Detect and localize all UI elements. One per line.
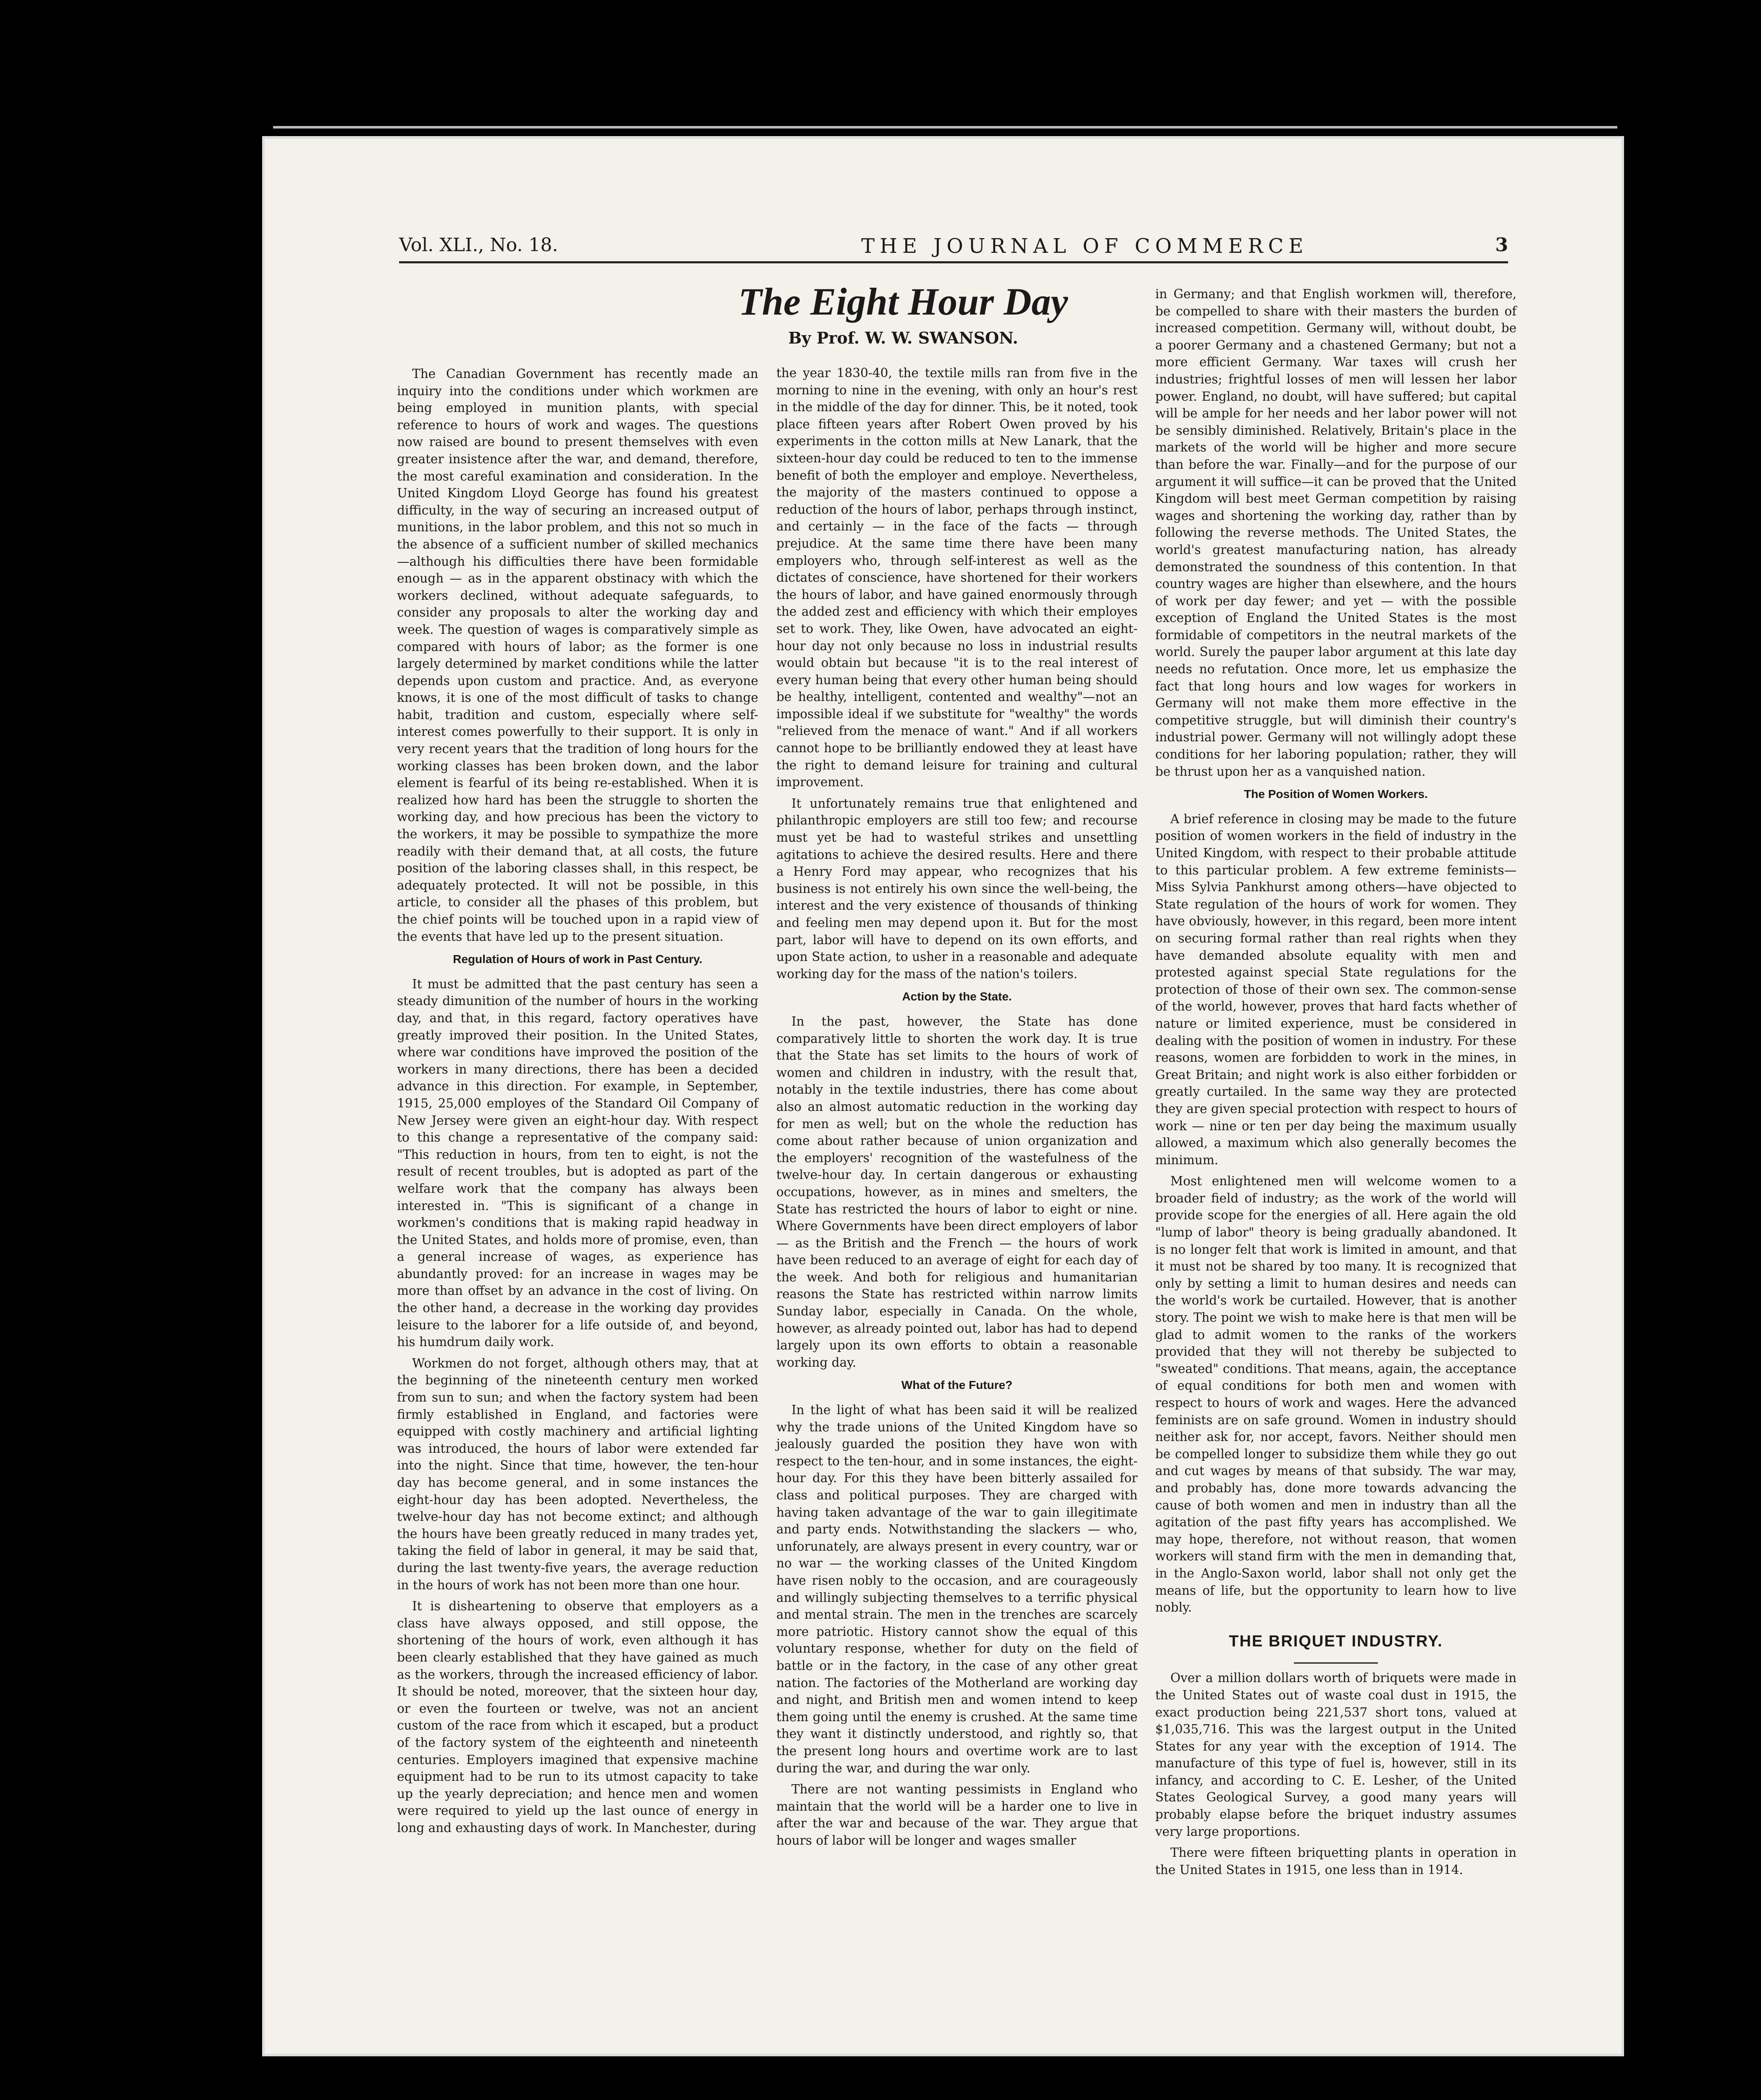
briquet-title: THE BRIQUET INDUSTRY.	[1229, 1632, 1443, 1650]
paragraph: Workmen do not forget, although others may, that at the beginning of the nineteenth century men worked from sun to sun; and when the factory system had been firmly established in England, and factories were equipped with costly machinery and artificial lighting was introduced, the hours of labor were extended far into the night. Since that time, however, the ten-hour day has become general, and in some instances the eight-hour day has been adopted. Nevertheless, the twelve-hour day has not become extinct; and although the hours have been greatly reduced in many trades yet, taking the field of labor in general, it may be said that, during the last twenty-five years, the average reduction in the hours of work has not been more than one hour.	[397, 1356, 758, 1592]
paragraph: In the light of what has been said it will be realized why the trade unions of the United Kingdom have so jealously guarded the position they have won with respect to the ten-hour, and in some instances, the eight-hour day. For this they have been bitterly assailed for class and political purposes. They are charged with having taken advantage of the war to gain illegitimate and party ends. Notwithstanding the slackers — who, unforunately, are always present in every country, war or no war — the working classes of the United Kingdom have risen nobly to the occasion, and are courageously and willingly subjecting themselves to a terrific physical and mental strain. The men in the trenches are scarcely more patriotic. History cannot show the equal of this voluntary response, whether for duty on the field of battle or in the factory, in the case of any other great nation. The factories of the Motherland are working day and night, and British men and women intend to keep them going until the enemy is crushed. At the same time they want it distinctly understood, and rightly so, that the present long hours and overtime work are to last during the war, and during the war only.	[776, 1403, 1138, 1775]
paragraph: There were fifteen briquetting plants in operation in the United States in 1915, one less than in 1914.	[1155, 1845, 1517, 1877]
paragraph: Most enlightened men will welcome women to a broader field of industry; as the work of the world will provide scope for the energies of all. Here again the old "lump of labor" theory is being gradually abandoned. It is no longer felt that work is limited in amount, and that it must not be shared by too many. It is recognized that only by setting a limit to human desires and needs can the world's work be curtailed. However, that is another story. The point we wish to make here is that men will be glad to admit women to the ranks of the workers provided that they will not thereby be subjected to "sweated" conditions. That means, again, the acceptance of equal conditions for both men and women with respect to hours of work and wages. Here the advanced feminists are on safe ground. Women in industry should neither ask for, nor accept, favors. Neither should men be compelled longer to subsidize them while they go out and cut wages by means of that subsidy. The war may, and probably has, done more towards advancing the cause of both women and men in industry than all the agitation of the past fifty years has accomplished. We may hope, therefore, not without reason, that women workers will stand firm with the men in demanding that, in the Anglo-Saxon world, labor shall not only get the means of life, but the opportunity to learn how to live nobly.	[1155, 1174, 1517, 1615]
article-title: The Eight Hour Day	[738, 280, 1068, 323]
article-byline: By Prof. W. W. SWANSON.	[788, 328, 1018, 347]
journal-name: THE JOURNAL OF COMMERCE	[861, 234, 1309, 258]
paragraph: in Germany; and that English workmen will, therefore, be compelled to share with their masters the burden of increased competition. Germany will, without doubt, be a poorer Germany and a chastened Germany; but not a more efficient Germany. War taxes will crush her industries; frightful losses of men will lessen her labor power. England, no doubt, will have suffered; but capital will be ample for her needs and her labor power will not be sensibly diminished. Relatively, Britain's place in the markets of the world will be higher and more secure than before the war. Finally—and for the purpose of our argument it will suffice—it can be proved that the United Kingdom will best meet German competition by raising wages and shortening the working day, rather than by following the reverse methods. The United States, the world's greatest manufacturing nation, has already demonstrated the soundness of this contention. In that country wages are higher than elsewhere, and the hours of work per day fewer; and yet — with the possible exception of England the United States is the most formidable of competitors in the neutral markets of the world. Surely the pauper labor argument at this late day needs no refutation. Once more, let us emphasize the fact that long hours and low wages for workers in Germany will not make them more effective in the competitive struggle, but will diminish their country's industrial power. Germany will not willingly adopt these conditions for her laboring population; rather, they will be thrust upon her as a vanquished nation.	[1155, 287, 1517, 779]
column-3	[1155, 286, 1517, 1882]
title-rule	[1294, 1662, 1378, 1664]
page-header	[399, 232, 1508, 263]
paragraph: It unfortunately remains true that enlightened and philanthropic employers are still too few; and recourse must yet be had to wasteful strikes and unsettling agitations to achieve the desired results. Here and there a Henry Ford may appear, who recognizes that his business is not entirely his own since the well-being, the interest and the very existence of thousands of thinking and feeling men may depend upon it. But for the most part, labor will have to depend on its own efforts, and upon State action, to usher in a reasonable and adequate working day for the mass of the nation's toilers.	[776, 796, 1138, 981]
paragraph: In the past, however, the State has done comparatively little to shorten the work day. It is true that the State has set limits to the hours of work of women and children in industry, with the result that, notably in the textile industries, there has come about also an almost automatic reduction in the working day for men as well; but on the whole the reduction has come about rather because of union organization and the employers' recognition of the wastefulness of the twelve-hour day. In certain dangerous or exhausting occupations, however, as in mines and smelters, the State has restricted the hours of labor to eight or nine. Where Governments have been direct employers of labor — as the British and the French — the hours of work have been reduced to an average of eight for each day of the week. And both for religious and humanitarian reasons the State has restricted within narrow limits Sunday labor, especially in Canada. On the whole, however, as already pointed out, labor has had to depend largely upon its own efforts to obtain a reasonable working day.	[776, 1014, 1138, 1370]
section-heading-regulation: Regulation of Hours of work in Past Century.	[453, 953, 702, 966]
column-2	[776, 365, 1138, 1853]
column-1	[397, 365, 758, 1840]
paragraph: Over a million dollars worth of briquets were made in the United States out of waste coal dust in 1915, the exact production being 221,537 short tons, valued at $1,035,716. This was the largest output in the United States for any year with the exception of 1914. The manufacture of this type of fuel is, however, still in its infancy, and according to C. E. Lesher, of the United States Geological Survey, a good many years will probably elapse before the briquet industry assumes very large proportions.	[1155, 1671, 1517, 1839]
section-heading-future: What of the Future?	[901, 1378, 1013, 1392]
volume-number: Vol. XLI., No. 18.	[399, 234, 558, 256]
page-number: 3	[1495, 234, 1508, 256]
paragraph: The Canadian Government has recently made an inquiry into the conditions under which workmen are being employed in munition plants, with special reference to hours of work and wages. The questions now raised are bound to present themselves with even greater insistence after the war, and demand, therefore, the most careful examination and consideration. In the United Kingdom Lloyd George has found his greatest difficulty, in the way of securing an increased output of munitions, in the labor problem, and this not so much in the absence of a sufficient number of skilled mechanics—although his difficulties there have been formidable enough — as in the apparent obstinacy with which the workers declined, without adequate safeguards, to consider any proposals to alter the working day and week. The question of wages is comparatively simple as compared with hours of labor; as the former is one largely determined by market conditions while the latter depends upon custom and practice. And, as everyone knows, it is one of the most difficult of tasks to change habit, tradition and custom, especially where self-interest comes powerfully to their support. It is only in very recent years that the tradition of long hours for the working classes has been broken down, and the labor element is fearful of its being re-established. When it is realized how hard has been the struggle to shorten the working day, and how precious has been the victory to the workers, it may be possible to sympathize the more readily with their demand that, at all costs, the future position of the laboring classes shall, in this respect, be adequately protected. It will not be possible, in this article, to consider all the phases of this problem, but the chief points will be touched upon in a rapid view of the events that have led up to the present situation.	[397, 367, 758, 944]
paragraph: It must be admitted that the past century has seen a steady dimunition of the number of hours in the working day, and that, in this regard, factory operatives have greatly improved their position. In the United States, where war conditions have improved the position of the workers in many directions, there has been a decided advance in this direction. For example, in September, 1915, 25,000 employes of the Standard Oil Company of New Jersey were given an eight-hour day. With respect to this change a representative of the company said: "This reduction in hours, from ten to eight, is not the result of recent troubles, but is adopted as part of the welfare work that the company has always been interested in. "This is significant of a change in workmen's conditions that is making rapid headway in the United States, and holds more of promise, even, than a general increase of wages, as experience has abundantly proved: for an increase in wages may be more than offset by an advance in the cost of living. On the other hand, a decrease in the working day provides leisure to the laborer for a life outside of, and beyond, his humdrum daily work.	[397, 976, 758, 1349]
section-heading-women: The Position of Women Workers.	[1244, 788, 1428, 801]
section-heading-state: Action by the State.	[902, 990, 1012, 1003]
paragraph: There are not wanting pessimists in England who maintain that the world will be a harder one to live in after the war and because of the war. They argue that hours of labor will be longer and wages smaller	[776, 1782, 1138, 1848]
paragraph: A brief reference in closing may be made to the future position of women workers in the field of industry in the United Kingdom, with respect to their probable attitude to this particular problem. A few extreme feminists—Miss Sylvia Pankhurst among others—have objected to State regulation of the hours of work for women. They have obviously, however, in this regard, been more intent on securing formal rather than real rights when they have demanded absolute equality with men and protested against special State regulations for the protection of those of their own sex. The common-sense of the world, however, proves that hard facts whether of nature or limited experience, must be considered in dealing with the position of women in industry. For these reasons, women are forbidden to work in the mines, in Great Britain; and night work is also either forbidden or greatly curtailed. In the same way they are protected they are given special protection with respect to hours of work — nine or ten per day being the maximum usually allowed, a maximum which also generally becomes the minimum.	[1155, 811, 1517, 1167]
paragraph: It is disheartening to observe that employers as a class have always opposed, and still oppose, the shortening of the hours of work, even although it has been clearly established that they have gained as much as the workers, through the increased efficiency of labor. It should be noted, moreover, that the sixteen hour day, or even the fourteen or twelve, was not an ancient custom of the race from which it escaped, but a product of the factory system of the eighteenth and nineteenth centuries. Employers imagined that expensive machine equipment had to be run to its utmost capacity to take up the yearly depreciation; and hence men and women were required to yield up the last ounce of energy in long and exhausting days of work. In Manchester, during	[397, 1599, 758, 1835]
newspaper-page	[265, 139, 1622, 2054]
paragraph: the year 1830-40, the textile mills ran from five in the morning to nine in the evening, with only an hour's rest in the middle of the day for dinner. This, be it noted, took place fifteen years after Robert Owen proved by his experiments in the cotton mills at New Lanark, that the sixteen-hour day could be reduced to ten to the immense benefit of both the employer and employe. Nevertheless, the majority of the masters continued to oppose a reduction of the hours of labor, perhaps through instinct, and certainly — in the face of the facts — through prejudice. At the same time there have been many employers who, through self-interest as well as the dictates of conscience, have shortened for their workers the hours of labor, and have gained enormously through the added zest and efficiency with which their employes set to work. They, like Owen, have advocated an eight-hour day not only because no loss in industrial results would obtain but because "it is to the real interest of every human being that every other human being should be healthy, intelligent, contented and wealthy"—not an impossible ideal if we substitute for "wealthy" the words "relieved from the menace of want." And if all workers cannot hope to be brilliantly endowed they at least have the right to demand leisure for training and cultural improvement.	[776, 366, 1138, 790]
